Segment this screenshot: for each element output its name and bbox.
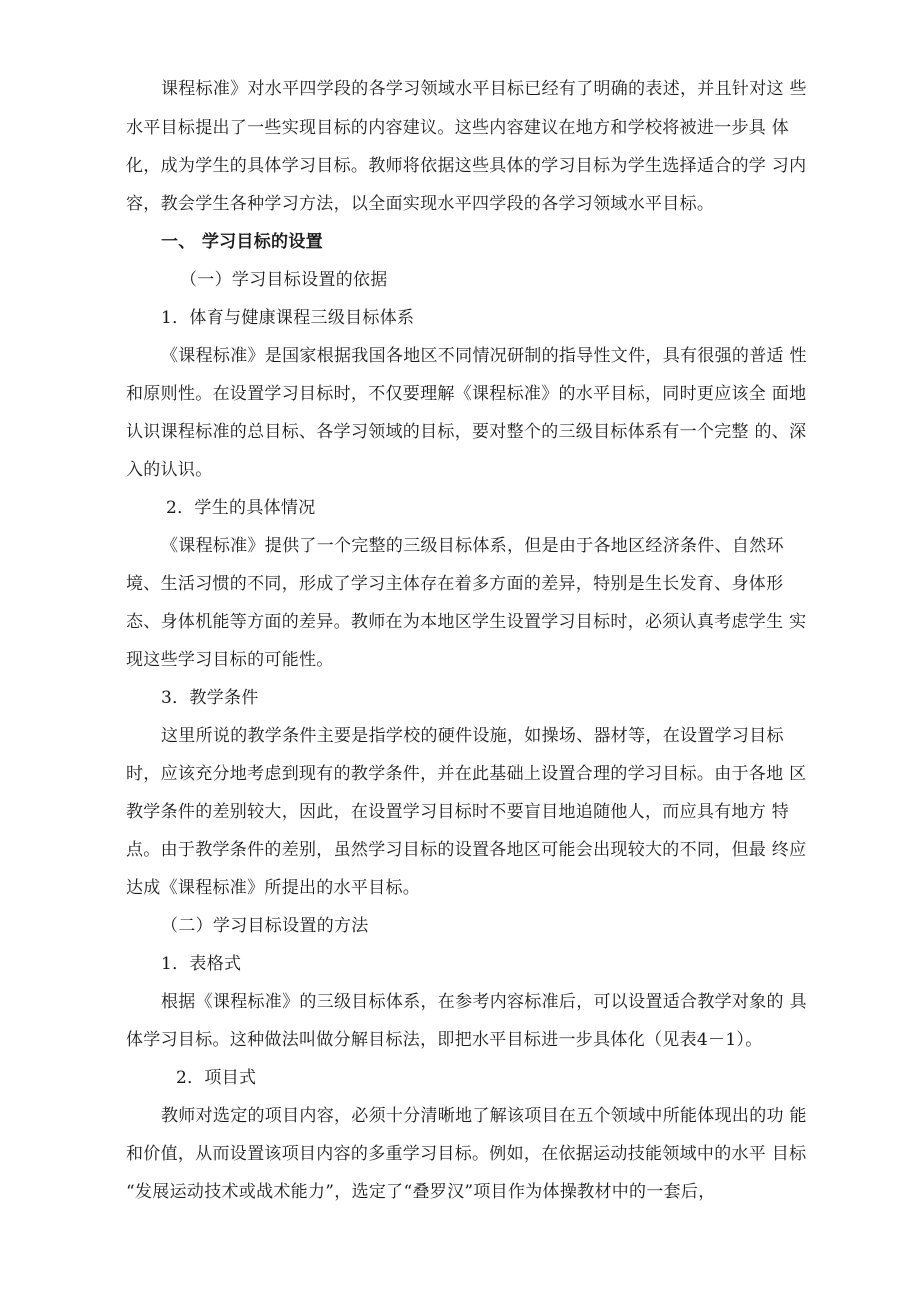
subsection-heading: （一）学习目标设置的依据 (180, 270, 388, 290)
paragraph-line: 境、生活习惯的不同，形成了学习主体存在着多方面的差异，特别是生长发育、身体形 (126, 574, 784, 594)
item-heading: 2．学生的具体情况 (166, 498, 316, 518)
paragraph-line: 和原则性。在设置学习目标时，不仅要理解《课程标准》的水平目标，同时更应该全 面地 (126, 384, 807, 404)
paragraph-line: 达成《课程标准》所提出的水平目标。 (126, 878, 421, 898)
paragraph-line: “发展运动技术或战术能力”，选定了“叠罗汉”项目作为体操教材中的一套后， (126, 1182, 716, 1202)
paragraph-line: 课程标准》对水平四学段的各学习领域水平目标已经有了明确的表述，并且针对这 些 (161, 79, 807, 99)
item-heading: 1．体育与健康课程三级目标体系 (161, 308, 415, 328)
paragraph-line: 点。由于教学条件的差别，虽然学习目标的设置各地区可能会出现较大的不同，但最 终应 (126, 840, 807, 860)
paragraph-line: 和价值，从而设置该项目内容的多重学习目标。例如，在依据运动技能领域中的水平 目标 (126, 1144, 807, 1164)
paragraph-line: 教师对选定的项目内容，必须十分清晰地了解该项目在五个领域中所能体现出的功 能 (161, 1106, 807, 1126)
paragraph-line: 时，应该充分地考虑到现有的教学条件，并在此基础上设置合理的学习目标。由于各地 区 (126, 764, 807, 784)
subsection-heading: （二）学习目标设置的方法 (161, 916, 369, 936)
paragraph-line: 水平目标提出了一些实现目标的内容建议。这些内容建议在地方和学校将被进一步具 体 (126, 118, 790, 138)
paragraph-line: 入的认识。 (126, 460, 213, 480)
section-heading: 一、 学习目标的设置 (161, 232, 323, 252)
item-heading: 1．表格式 (161, 954, 242, 974)
paragraph-line: 认识课程标准的总目标、各学习领域的目标，要对整个的三级目标体系有一个完整 的、深 (126, 422, 807, 442)
paragraph-line: 现这些学习目标的可能性。 (126, 650, 334, 670)
item-heading: 3．教学条件 (161, 688, 259, 708)
paragraph-line: 根据《课程标准》的三级目标体系，在参考内容标准后，可以设置适合教学对象的 具 (161, 992, 807, 1012)
paragraph-line: 容，教会学生各种学习方法，以全面实现水平四学段的各学习领域水平目标。 (126, 194, 715, 214)
paragraph-line: 体学习目标。这种做法叫做分解目标法，即把水平目标进一步具体化（见表4－1）。 (126, 1030, 763, 1050)
paragraph-line: 态、身体机能等方面的差异。教师在为本地区学生设置学习目标时，必须认真考虑学生 实 (126, 612, 807, 632)
paragraph-line: 教学条件的差别较大，因此，在设置学习目标时不要盲目地追随他人，而应具有地方 特 (126, 802, 790, 822)
paragraph-line: 《课程标准》提供了一个完整的三级目标体系，但是由于各地区经济条件、自然环 (161, 536, 784, 556)
paragraph-line: 《课程标准》是国家根据我国各地区不同情况研制的指导性文件，具有很强的普适 性 (161, 346, 807, 366)
paragraph-line: 化，成为学生的具体学习目标。教师将依据这些具体的学习目标为学生选择适合的学 习内 (126, 156, 807, 176)
item-heading: 2．项目式 (176, 1068, 257, 1088)
paragraph-line: 这里所说的教学条件主要是指学校的硬件设施，如操场、器材等，在设置学习目标 (161, 726, 784, 746)
